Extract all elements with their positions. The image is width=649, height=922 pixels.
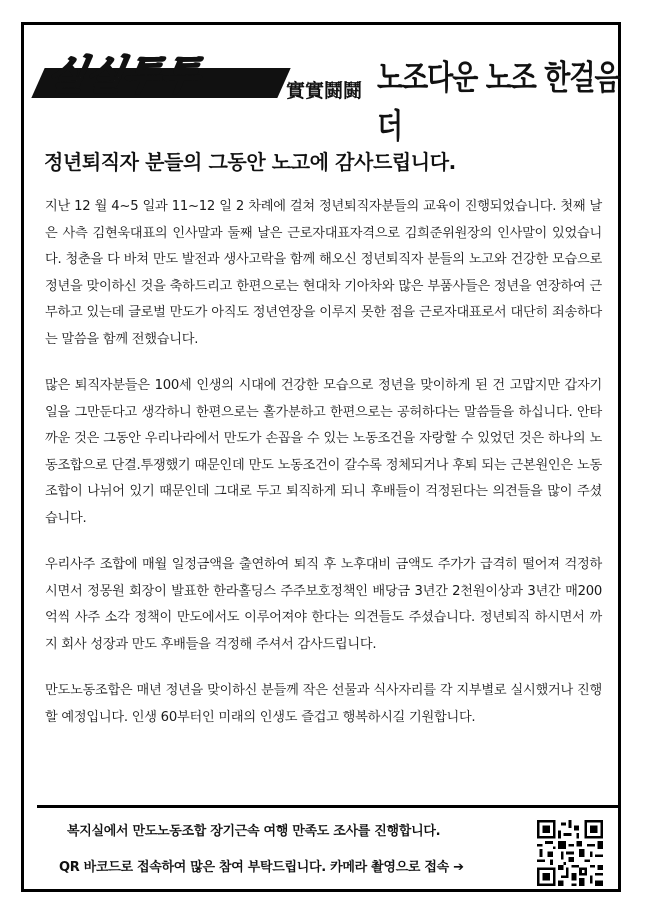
survey-notice [37, 805, 620, 890]
hanja-caption: 實實鬪鬪 [286, 80, 363, 102]
newsletter-header [24, 24, 620, 147]
arrow-right-icon: ➔ [453, 860, 464, 875]
article-body [45, 194, 602, 751]
logo-text: 실실투투 [43, 53, 203, 99]
qr-code-icon[interactable] [537, 820, 603, 886]
paragraph: 우리사주 조합에 매월 일정금액을 출연하여 퇴직 후 노후대비 금액도 주가가 급격히 떨어져 걱정하시면서 정몽원 회장이 발표한 한라홀딩스 주주보호정책인 배당금 3년간 2천원이상과 3년간 매200억씩 사주 소각 정책이 만도에서도 이루어져야 한다는 의견들도 주셨습니다. 정년퇴직 하시면서 까지 회사 성장과 만도 후배들을 걱정해 주셔서 감사드립니다. [45, 557, 602, 652]
paragraph: 많은 퇴직자분들은 100세 인생의 시대에 건강한 모습으로 정년을 맞이하게 된 건 고맙지만 갑자기 일을 그만둔다고 생각하니 한편으로는 홀가분하고 한편으로는 공허하다는 말씀들을 하십니다. 안타까운 것은 그동안 우리나라에서 만도가 손꼽을 수 있는 노동조건을 자랑할 수 있었던 것은 하나의 노동조합으로 단결.투쟁했기 때문인데 만도 노동조건이 갈수록 정체되거나 후퇴 되는 근본원인은 노동조합이 나뉘어 있기 때문인데 그대로 두고 퇴직하게 되니 후배들이 걱정된다는 의견들을 많이 주셨습니다. [45, 378, 602, 526]
survey-notice-line2-text: QR 바코드로 접속하여 많은 참여 부탁드립니다. 카메라 촬영으로 접속 [59, 860, 449, 875]
survey-notice-line1: 복지실에서 만도노동조합 장기근속 여행 만족도 조사를 진행합니다. [67, 824, 441, 839]
article-title: 정년퇴직자 분들의 그동안 노고에 감사드립니다. [44, 150, 456, 174]
paragraph: 만도노동조합은 매년 정년을 맞이하신 분들께 작은 선물과 식사자리를 각 지부별로 실시했거나 진행할 예정입니다. 인생 60부터인 미래의 인생도 즐겁고 행복하시길 기원합니다. [45, 683, 602, 725]
survey-notice-line2 [59, 856, 464, 875]
masthead-logo [38, 44, 280, 106]
paragraph: 지난 12 월 4~5 일과 11~12 일 2 차례에 걸쳐 정년퇴직자분들의 교육이 진행되었습니다. 첫째 날은 사측 김현욱대표의 인사말과 둘째 날은 근로자대표자격으로 김희준위원장의 인사말이 있었습니다. 청춘을 다 바쳐 만도 발전과 생사고락을 함께 해오신 정년퇴직자 분들의 노고와 건강한 모습으로 정년을 맞이하신 것을 축하드리고 한편으로는 현대차 기아차와 많은 부품사들은 정년을 연장하여 근무하고 있는데 글로벌 만도가 아직도 정년연장을 이루지 못한 점을 근로자대표로서 대단히 죄송하다는 말씀을 함께 전했습니다. [45, 199, 602, 347]
slogan: 노조다운 노조 한걸음 더 [377, 58, 620, 147]
